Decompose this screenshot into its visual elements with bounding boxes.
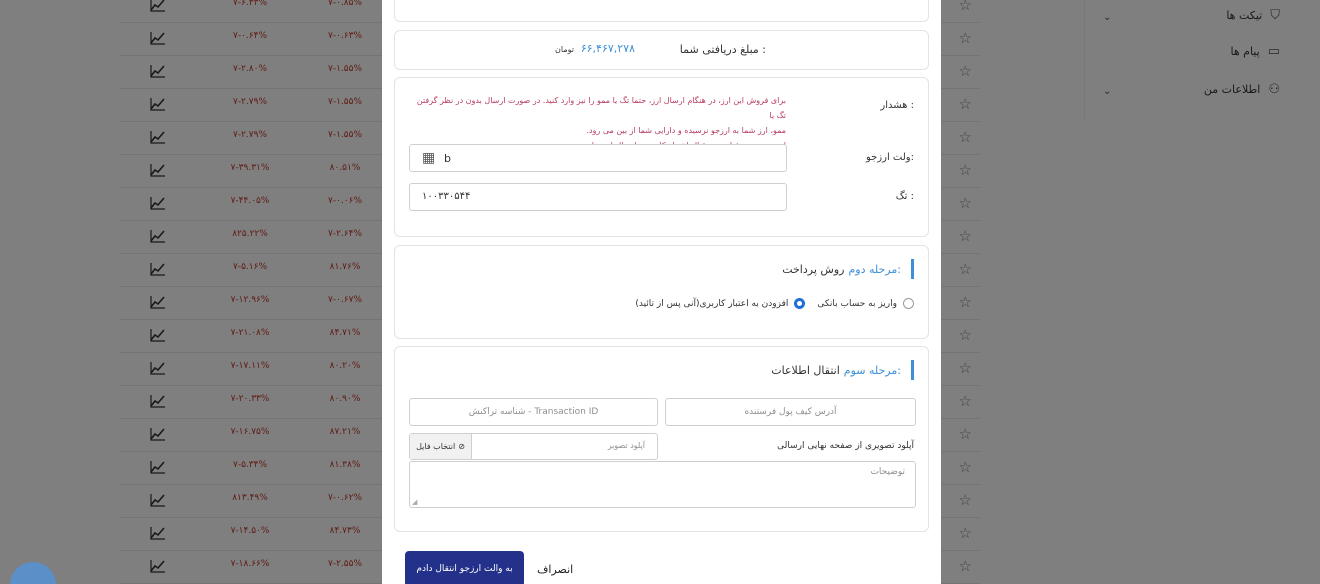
upload-label: آپلود تصویری از صفحه نهایی ارسالی <box>777 441 914 451</box>
payment-method-card <box>394 245 929 339</box>
resize-handle-icon[interactable]: ◢ <box>412 498 418 506</box>
transfer-info-card <box>394 346 929 532</box>
step3-prefix: مرحله سوم: <box>843 363 901 377</box>
warning-line: برای فروش این ارز، در هنگام ارسال ارز، حتما تگ یا ممو را نیز وارد کنید. در صورت ارسال بدون در نظر گرفتن تگ یا <box>416 96 786 120</box>
warning-label: هشدار : <box>880 100 914 111</box>
received-label: مبلغ دریافتی شما : <box>679 43 766 56</box>
sell-modal <box>382 0 941 584</box>
radio-bank[interactable] <box>903 298 914 309</box>
wallet-label: ولت ارزجو: <box>865 152 914 163</box>
payment-options <box>635 298 914 309</box>
choose-file-label: انتخاب فایل <box>416 442 456 451</box>
step3-name: انتقال اطلاعات <box>771 363 840 377</box>
choose-file-button[interactable] <box>410 434 472 459</box>
tag-value: ۱۰۰۳۳۰۵۴۴ <box>422 191 471 202</box>
warning-line: ممو، ارز شما به ارزجو نرسیده و دارایی شما از بین می رود. <box>586 126 786 135</box>
paperclip-icon: ⊘ <box>458 442 465 451</box>
sender-address-placeholder: آدرس کیف پول فرستنده <box>744 407 837 417</box>
top-card <box>394 0 929 22</box>
step-marker <box>911 360 914 380</box>
received-amount: ۶۶,۴۶۷,۲۷۸ <box>580 42 635 55</box>
option-credit-label[interactable]: افزودن به اعتبار کاربری(آنی پس از تائید) <box>635 298 789 309</box>
notes-textarea[interactable] <box>409 461 916 508</box>
tag-field[interactable] <box>409 183 787 211</box>
step2-prefix: مرحله دوم: <box>848 262 901 276</box>
cancel-button[interactable]: انصراف <box>537 563 574 576</box>
received-unit: تومان <box>555 45 574 54</box>
sender-address-input[interactable] <box>665 398 916 426</box>
upload-placeholder: آپلود تصویر <box>607 441 645 450</box>
step2-name: روش پرداخت <box>782 262 845 276</box>
transaction-id-input[interactable] <box>409 398 658 426</box>
step2-title <box>782 259 914 279</box>
wallet-address-value: b <box>444 152 451 165</box>
received-amount-card <box>394 30 929 70</box>
qr-code-icon[interactable]: ▦ <box>422 150 436 166</box>
transfer-confirm-button[interactable]: به والت ارزجو انتقال دادم <box>405 551 524 584</box>
step-marker <box>911 259 914 279</box>
transaction-id-placeholder: شناسه تراکنش - Transaction ID <box>468 407 599 417</box>
tag-label: تگ : <box>895 191 914 202</box>
step3-title <box>771 360 914 380</box>
deposit-info-card <box>394 77 929 237</box>
radio-credit-selected[interactable] <box>794 298 805 309</box>
option-bank-label[interactable]: واریز به حساب بانکی <box>817 298 897 309</box>
notes-placeholder: توضیحات <box>870 467 905 477</box>
file-upload-field[interactable] <box>409 433 658 460</box>
wallet-address-field[interactable] <box>409 144 787 172</box>
